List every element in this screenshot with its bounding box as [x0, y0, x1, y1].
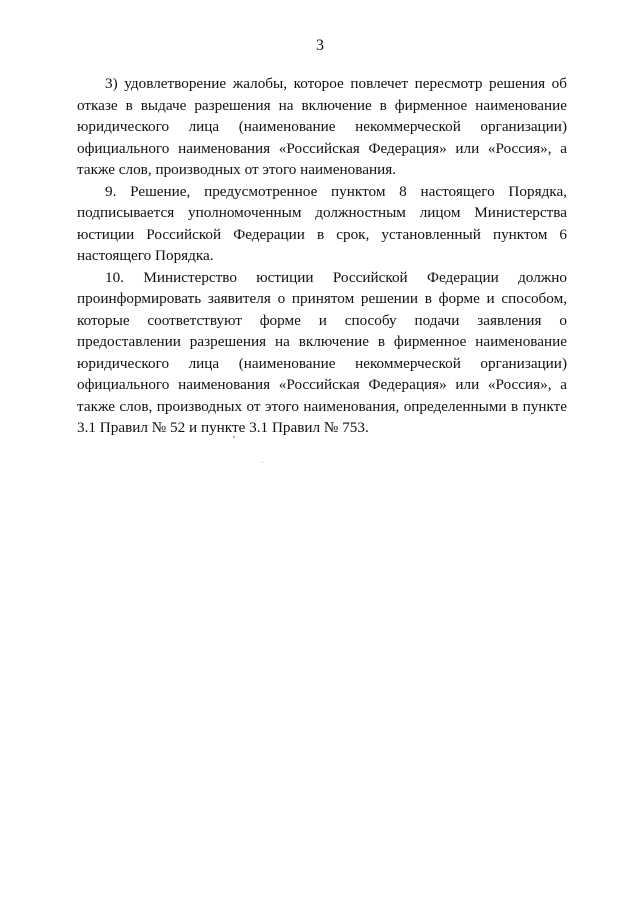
paragraph-item-3: 3) удовлетворение жалобы, которое повлечет пересмотр решения об отказе в выдаче разрешения на включение в фирменное наименование юридического лица (наименование некоммерческой организации) официального наименования «Российская Федерация» или «Россия», а также слов, производных от этого наименования.	[77, 75, 567, 178]
page-number: 3	[316, 37, 324, 54]
paragraph-point-9: 9. Решение, предусмотренное пунктом 8 настоящего Порядка, подписывается уполномоченным должностным лицом Министерства юстиции Российской Федерации в срок, установленный пунктом 6 настоящего Порядка.	[77, 182, 567, 264]
paragraph-point-10: 10. Министерство юстиции Российской Федерации должно проинформировать заявителя о принятом решении в форме и способом, которые соответствуют форме и способу подачи заявления о предоставлении разрешения на включение в фирменное наименование юридического лица (наименование некоммерческой организации) официального наименования «Российская Федерация» или «Россия», а также слов, производных от этого наименования, определенными в пункте 3.1 Правил № 52 и пункте 3.1 Правил № 753.	[77, 268, 567, 436]
document-body	[77, 73, 567, 439]
scan-speck	[233, 436, 235, 438]
scan-speck	[262, 462, 263, 463]
